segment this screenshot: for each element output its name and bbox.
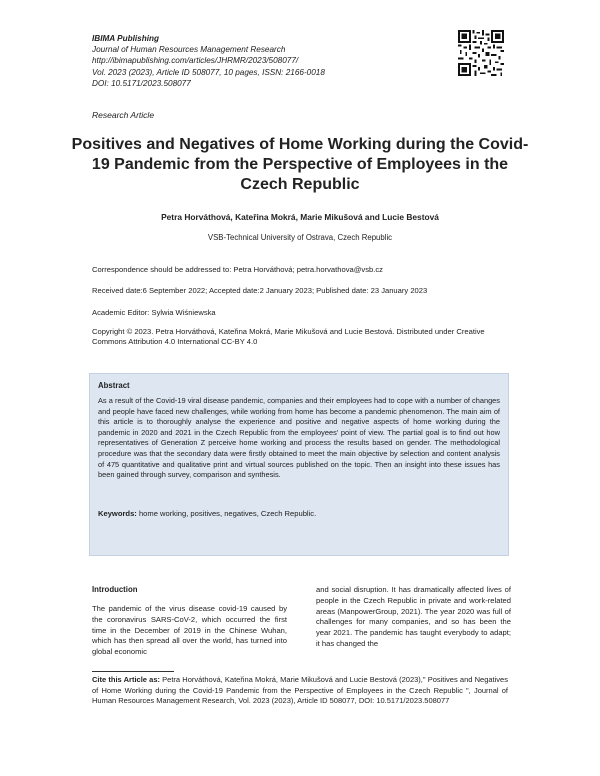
keywords	[98, 509, 500, 518]
citation-note	[92, 675, 508, 707]
copyright-notice: Copyright © 2023. Petra Horváthová, Kateřina Mokrá, Marie Mikušová and Lucie Bestová. Distributed under Creative Commons Attribution 4.0 International CC-BY 4.0	[92, 327, 485, 346]
introduction-column-left: The pandemic of the virus disease covid-19 caused by the coronavirus SARS-CoV-2, which occurred the first time in the December of 2019 in the Chinese Wuhan, which has then spread all over the world, has turned into global economic	[92, 604, 287, 657]
publication-header	[92, 33, 452, 89]
abstract-box	[89, 373, 509, 556]
keywords-label: Keywords:	[98, 508, 137, 518]
academic-editor: Academic Editor: Sylwia Wiśniewska	[92, 308, 216, 317]
article-type: Research Article	[92, 110, 155, 120]
volume-info: Vol. 2023 (2023), Article ID 508077, 10 pages, ISSN: 2166-0018	[92, 67, 325, 77]
article-url[interactable]: http://ibimapublishing.com/articles/JHRMR/2023/508077/	[92, 56, 299, 66]
abstract-text: As a result of the Covid-19 viral disease pandemic, companies and their employees had to cope with a number of changes and people have faced new challenges, while working from home has become a pandemic phenomenon. The main aim of this article is to thoroughly analyse the experience and positive and negative aspects of home working during the pandemic in 2020 and 2021 in the Czech Republic from the employees' point of view. The partial goal is to find out how representatives of Generation Z perceive home working and process the results based on gender. The methodological procedure was that the secondary data were firstly obtained to meet the main objective by selection and content analysis of 475 quantitative and qualitative print and virtual sources published on the topic. Then an insight into these issues has been gained through survey, comparison and synthesis.	[98, 396, 500, 480]
citation-text: Petra Horváthová, Kateřina Mokrá, Marie Mikušová and Lucie Bestová (2023)," Positives and Negatives of Home Working during the Covid-19 Pandemic from the Perspective of Employees in the Czech Republic ", Journal of Human Resources Management Research, Vol. 2023 (2023), Article ID 508077, DOI: 10.5171/2023.508077	[92, 675, 508, 706]
publisher-name: IBIMA Publishing	[92, 34, 160, 43]
keywords-list: home working, positives, negatives, Czech Republic.	[136, 508, 317, 518]
introduction-heading: Introduction	[92, 585, 138, 594]
affiliation: VSB-Technical University of Ostrava, Czech Republic	[207, 233, 393, 242]
author-list: Petra Horváthová, Kateřina Mokrá, Marie Mikušová and Lucie Bestová	[161, 212, 439, 222]
journal-name: Journal of Human Resources Management Research	[92, 45, 286, 55]
doi: DOI: 10.5171/2023.508077	[92, 78, 191, 88]
paper-title: Positives and Negatives of Home Working during the Covid-19 Pandemic from the Perspective of Employees in the Czech Republic	[71, 136, 529, 193]
publication-dates: Received date:6 September 2022; Accepted date:2 January 2023; Published date: 23 January 2023	[92, 286, 428, 295]
qr-code-icon	[458, 30, 504, 76]
correspondence: Correspondence should be addressed to: Petra Horváthová; petra.horvathova@vsb.cz	[92, 265, 383, 274]
abstract-heading: Abstract	[98, 381, 130, 390]
introduction-column-right: and social disruption. It has dramatically affected lives of people in the Czech Republic in private and work-related areas (ManpowerGroup, 2021). The year 2020 was full of challenges for many companies, and so has been the year 2021. The pandemic has taught everybody to adapt; it has changed the	[316, 585, 511, 648]
citation-label: Cite this Article as:	[92, 675, 160, 684]
footnote-divider	[92, 671, 174, 672]
